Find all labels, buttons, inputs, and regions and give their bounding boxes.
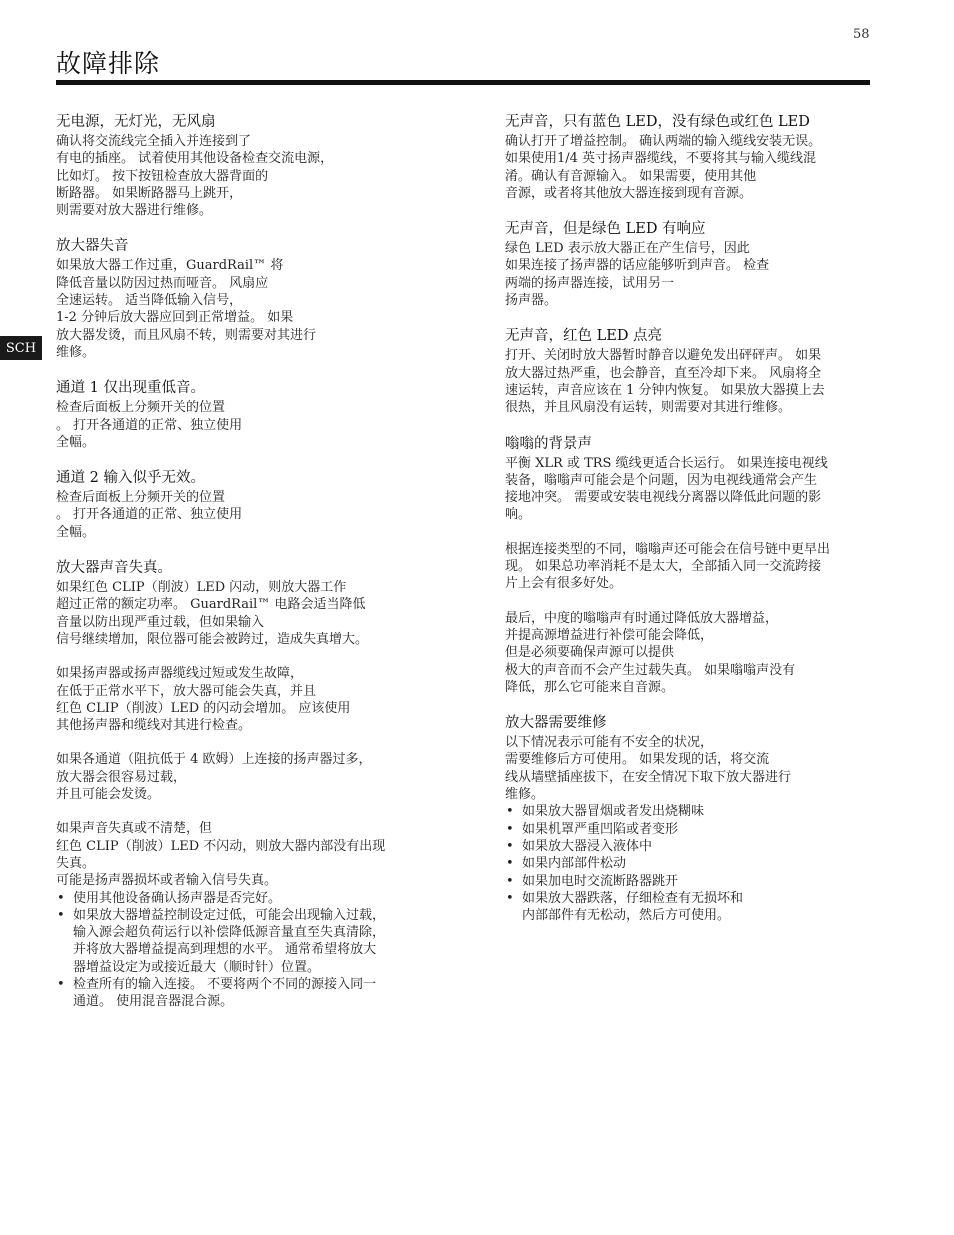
page-number: 58 (853, 27, 870, 42)
section-paragraph: 如果放大器工作过重，GuardRail™ 将 降低音量以防因过热而哑音。 风扇应 全速运转。 适当降低输入信号， 1-2 分钟后放大器应回到正常增益。 如果 放大器发烫，而且风扇不转，则需要对其进行 维修。 (56, 258, 317, 360)
section-heading: 无声音，红色 LED 点亮 (505, 328, 663, 345)
section-heading: 无电源，无灯光，无风扇 (56, 114, 216, 130)
section-paragraph: 确认打开了增益控制。 确认两端的输入缆线安装无误。 如果使用1/4 英寸扬声器缆线，不要将其与输入缆线混 淆。确认有音源输入。 如果需要，使用其他 音源，或者将其他放大器连接到现有音源。 (505, 134, 822, 201)
section-heading: 放大器声音失真。 (56, 560, 172, 577)
language-tab: SCH (0, 336, 42, 360)
title-rule (56, 80, 870, 85)
page-title: 故障排除 (56, 49, 161, 78)
section-paragraph: 绿色 LED 表示放大器正在产生信号，因此 如果连接了扬声器的话应能够听到声音。 检查 两端的扬声器连接，试用另一 扬声器。 (505, 241, 770, 309)
section-paragraph: 确认将交流线完全插入并连接到了 有电的插座。 试着使用其他设备检查交流电源， 比如灯。 按下按钮检查放大器背面的 断路器。 如果断路器马上跳开， 则需要对放大器进行维修。 (56, 134, 334, 219)
section-heading: 通道 2 输入似乎无效。 (56, 470, 205, 487)
troubleshooting-section-2 (56, 237, 446, 361)
bullet-item: • 如果放大器增益控制设定过低，可能会出现输入过载， 输入源会超负荷运行以补偿降低源音量直至失真清除， 并将放大器增益提高到理想的水平。 通常希望将放大 器增益设定为或接近最大（顺时针）位置。 (56, 907, 446, 976)
bullet-item: • 如果机罩严重凹陷或者变形 (505, 821, 900, 838)
bullet-item: • 使用其他设备确认扬声器是否完好。 (56, 890, 446, 907)
bullet-item: • 如果内部部件松动 (505, 855, 900, 872)
bullet-list (505, 803, 900, 924)
section-heading: 无声音，只有蓝色 LED，没有绿色或红色 LED (505, 114, 810, 130)
troubleshooting-section-3 (505, 327, 900, 416)
section-paragraph: 如果扬声器或扬声器缆线过短或发生故障， 在低于正常水平下，放大器可能会失真，并且 红色 CLIP（削波）LED 的闪动会增加。 应该使用 其他扬声器和缆线对其进行检查。 (56, 666, 351, 734)
right-column (505, 113, 900, 942)
bullet-item: • 检查所有的输入连接。 不要将两个不同的源接入同一 通道。 使用混音器混合源。 (56, 976, 446, 1011)
bullet-item: • 如果放大器冒烟或者发出烧糊味 (505, 803, 900, 820)
bullet-list (56, 890, 446, 1011)
bullet-item: • 如果放大器跌落，仔细检查有无损坏和 内部部件有无松动，然后方可使用。 (505, 890, 900, 925)
section-paragraph: 如果声音失真或不清楚，但 红色 CLIP（削波）LED 不闪动，则放大器内部没有出现 失真。 可能是扬声器损坏或者输入信号失真。 (56, 821, 386, 889)
bullet-item: • 如果加电时交流断路器跳开 (505, 873, 900, 890)
section-paragraph: 以下情况表示可能有不安全的状况， 需要维修后方可使用。 如果发现的话，将交流 线从墙壁插座拔下，在安全情况下取下放大器进行 维修。 (505, 735, 792, 803)
troubleshooting-section-1 (56, 113, 446, 219)
troubleshooting-section-4 (505, 435, 900, 697)
left-column (56, 113, 446, 1029)
troubleshooting-section-5 (505, 714, 900, 924)
section-heading: 放大器需要维修 (505, 715, 607, 732)
troubleshooting-section-1 (505, 113, 900, 202)
section-paragraph: 最后，中度的嗡嗡声有时通过降低放大器增益， 并提高源增益进行补偿可能会降低， 但是必须要确保声源可以提供 极大的声音而不会产生过载失真。 如果嗡嗡声没有 降低，那么它可能来自音源。 (505, 610, 796, 695)
section-heading: 通道 1 仅出现重低音。 (56, 380, 205, 397)
section-paragraph: 如果各通道（阻抗低于 4 欧姆）上连接的扬声器过多， 放大器会很容易过载， 并且可能会发烫。 (56, 752, 372, 803)
troubleshooting-section-3 (56, 379, 446, 451)
section-heading: 嗡嗡的背景声 (505, 435, 592, 452)
troubleshooting-section-5 (56, 559, 446, 1011)
section-paragraph: 检查后面板上分频开关的位置 。 打开各通道的正常、独立使用 全幅。 (56, 490, 243, 540)
section-paragraph: 根据连接类型的不同，嗡嗡声还可能会在信号链中更早出 现。 如果总功率消耗不是太大，全部插入同一交流跨接 片上会有很多好处。 (505, 541, 831, 592)
section-paragraph: 如果红色 CLIP（削波）LED 闪动，则放大器工作 超过正常的额定功率。 GuardRail™ 电路会适当降低 音量以防出现严重过载，但如果输入 信号继续增加，限位器可能会被跨过，造成失真增大。 (56, 580, 369, 647)
section-paragraph: 平衡 XLR 或 TRS 缆线更适合长运行。 如果连接电视线 装备，嗡嗡声可能会是个问题，因为电视线通常会产生 接地冲突。 需要或安装电视线分离器以降低此问题的影 响。 (505, 455, 828, 523)
section-paragraph: 检查后面板上分频开关的位置 。 打开各通道的正常、独立使用 全幅。 (56, 400, 243, 450)
section-heading: 无声音，但是绿色 LED 有响应 (505, 221, 706, 238)
troubleshooting-section-2 (505, 220, 900, 309)
troubleshooting-section-4 (56, 469, 446, 541)
section-paragraph: 打开、关闭时放大器暂时静音以避免发出砰砰声。 如果 放大器过热严重，也会静音，直至冷却下来。 风扇将全 速运转，声音应该在 1 分钟内恢复。 如果放大器摸上去 很热，并且风扇没有运转，则需要对其进行维修。 (505, 348, 825, 416)
bullet-item: • 如果放大器浸入液体中 (505, 838, 900, 855)
section-heading: 放大器失音 (56, 238, 129, 255)
